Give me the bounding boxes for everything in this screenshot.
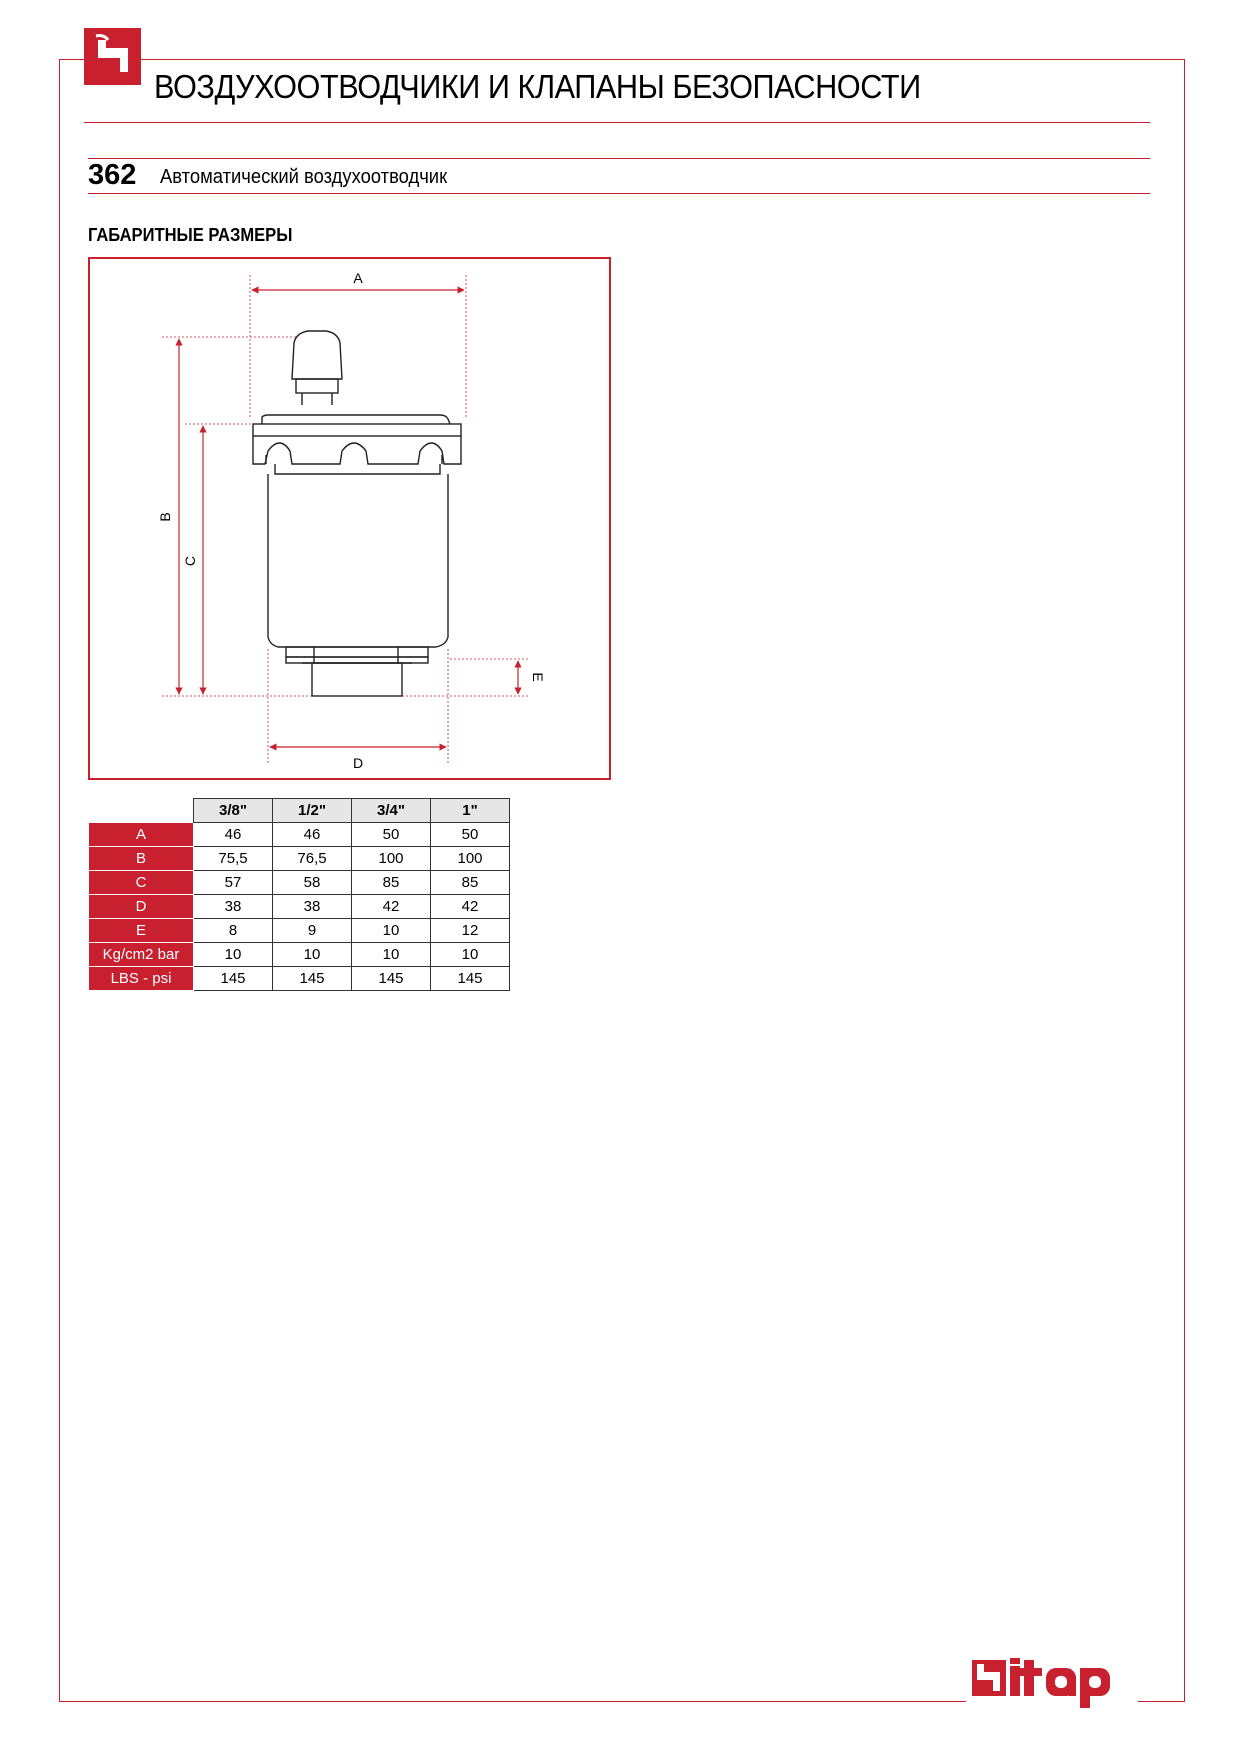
table-cell: 38 [194, 895, 273, 919]
table-row [89, 919, 510, 943]
table-cell: 85 [352, 871, 431, 895]
table-cell: 10 [352, 919, 431, 943]
valve-outline [253, 331, 461, 696]
dimension-drawing [88, 257, 611, 780]
table-row [89, 847, 510, 871]
table-cell: 50 [352, 823, 431, 847]
valve-drawing-svg [90, 259, 609, 778]
dim-b-label: B [157, 512, 173, 522]
table-cell: 42 [352, 895, 431, 919]
table-cell: 38 [273, 895, 352, 919]
table-cell: 10 [194, 943, 273, 967]
table-cell: 10 [273, 943, 352, 967]
table-row [89, 967, 510, 991]
column-header: 3/8" [194, 799, 273, 823]
page-title: ВОЗДУХООТВОДЧИКИ И КЛАПАНЫ БЕЗОПАСНОСТИ [154, 68, 921, 105]
table-cell: 46 [273, 823, 352, 847]
dim-c-label: C [182, 555, 198, 567]
dimensions-table [88, 798, 510, 991]
table-cell: 145 [273, 967, 352, 991]
table-row [89, 943, 510, 967]
row-label: Kg/cm2 bar [89, 943, 194, 967]
table-row [89, 823, 510, 847]
itap-corner-logo-icon [84, 28, 141, 85]
dimensions-heading: ГАБАРИТНЫЕ РАЗМЕРЫ [88, 225, 293, 245]
row-label: A [89, 823, 194, 847]
table-corner [89, 799, 194, 823]
itap-brand-logo-icon [966, 1652, 1138, 1710]
dim-a-label: A [353, 270, 363, 286]
table-cell: 42 [431, 895, 510, 919]
dim-d-label: D [352, 755, 364, 771]
table-cell: 75,5 [194, 847, 273, 871]
row-label: B [89, 847, 194, 871]
table-cell: 76,5 [273, 847, 352, 871]
table-cell: 10 [431, 943, 510, 967]
table-cell: 10 [352, 943, 431, 967]
product-code: 362 [88, 159, 137, 191]
table-row [89, 871, 510, 895]
table-cell: 58 [273, 871, 352, 895]
column-header: 3/4" [352, 799, 431, 823]
title-divider [84, 122, 1150, 123]
table-cell: 145 [352, 967, 431, 991]
table-header-row [89, 799, 510, 823]
product-bottom-rule [88, 193, 1150, 194]
table-cell: 145 [194, 967, 273, 991]
table-cell: 85 [431, 871, 510, 895]
table-row [89, 895, 510, 919]
table-cell: 100 [431, 847, 510, 871]
row-label: LBS - psi [89, 967, 194, 991]
product-top-rule [88, 158, 1150, 159]
table-cell: 12 [431, 919, 510, 943]
table-cell: 46 [194, 823, 273, 847]
row-label: E [89, 919, 194, 943]
row-label: C [89, 871, 194, 895]
row-label: D [89, 895, 194, 919]
table-cell: 8 [194, 919, 273, 943]
table-cell: 50 [431, 823, 510, 847]
table-cell: 100 [352, 847, 431, 871]
table-cell: 57 [194, 871, 273, 895]
column-header: 1" [431, 799, 510, 823]
column-header: 1/2" [273, 799, 352, 823]
dim-e-label: E [530, 672, 546, 682]
product-name: Автоматический воздухоотводчик [160, 166, 448, 188]
table-cell: 9 [273, 919, 352, 943]
table-cell: 145 [431, 967, 510, 991]
